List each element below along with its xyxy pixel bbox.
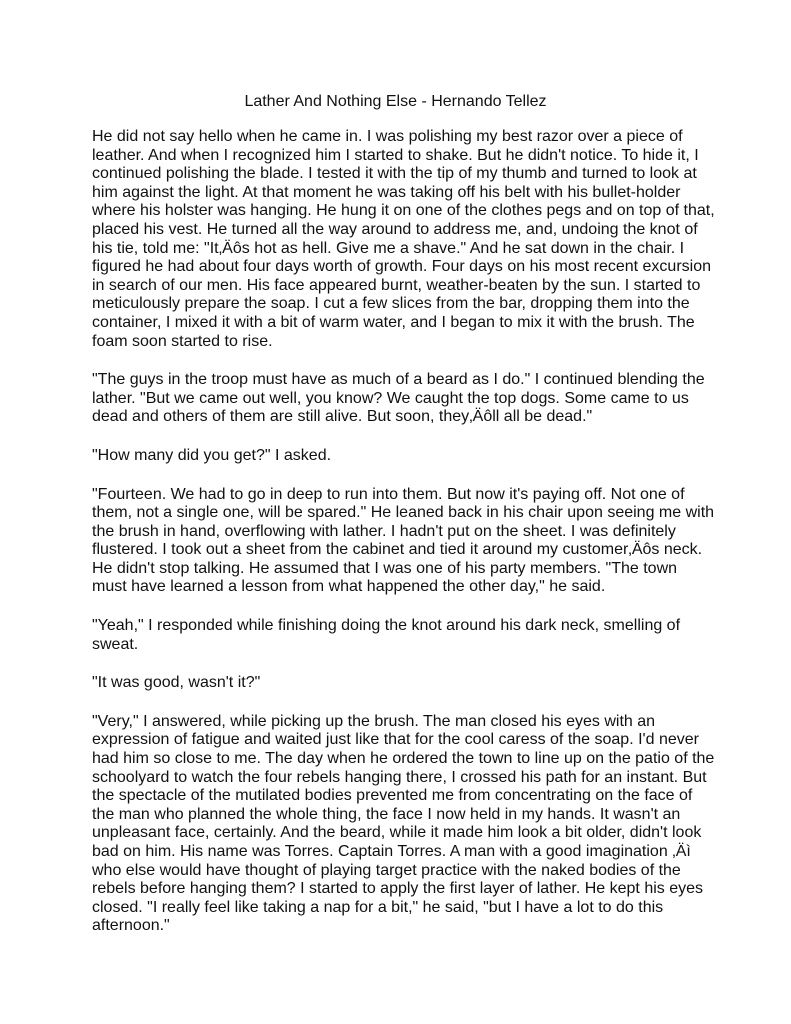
text-line: "The guys in the troop must have as much of a beard as I do." I continued blending the xyxy=(92,371,705,389)
text-line: "It was good, wasn't it?" xyxy=(92,674,261,692)
text-line: foam soon started to rise. xyxy=(92,332,273,350)
paragraph-6 xyxy=(92,674,712,693)
text-line: schoolyard to watch the four rebels hanging there, I crossed his path for an instant. But xyxy=(92,768,707,786)
text-line: leather. And when I recognized him I started to shake. But he didn't notice. To hide it, I xyxy=(92,146,699,164)
text-line: He did not say hello when he came in. I was polishing my best razor over a piece of xyxy=(92,128,683,145)
text-line: unpleasant face, certainly. And the beard, while it made him look a bit older, didn't look xyxy=(92,824,702,842)
text-line: He didn't stop talking. He assumed that I was one of his party members. "The town xyxy=(92,559,678,577)
text-line: figured he had about four days worth of growth. Four days on his most recent excursion xyxy=(92,258,711,276)
text-line: had him so close to me. The day when he ordered the town to line up on the patio of the xyxy=(92,750,715,768)
text-line: dead and others of them are still alive. But soon, they‚Äôll all be dead." xyxy=(92,408,593,426)
paragraph-5 xyxy=(92,617,712,654)
text-line: sweat. xyxy=(92,635,139,653)
text-line: him against the light. At that moment he was taking off his belt with his bullet-holder xyxy=(92,183,681,201)
text-line: closed. "I really feel like taking a nap for a bit," he said, "but I have a lot to do this xyxy=(92,898,664,916)
paragraph-4 xyxy=(92,485,715,598)
text-line: the spectacle of the mutilated bodies prevented me from concentrating on the face of xyxy=(92,787,693,805)
text-line: lather. "But we came out well, you know? We caught the top dogs. Some came to us xyxy=(92,389,689,407)
text-line: container, I mixed it with a bit of warm water, and I began to mix it with the brush. The xyxy=(92,313,695,331)
text-line: where his holster was hanging. He hung it on one of the clothes pegs and on top of that, xyxy=(92,202,715,220)
text-line: "Very," I answered, while picking up the brush. The man closed his eyes with an xyxy=(92,712,656,730)
text-line: the brush in hand, overflowing with lather. I hadn't put on the sheet. I was definitely xyxy=(92,522,676,540)
text-line: in search of our men. His face appeared burnt, weather-beaten by the sun. I started to xyxy=(92,276,701,294)
document-body xyxy=(92,128,715,956)
text-line: must have learned a lesson from what happened the other day," he said. xyxy=(92,578,606,596)
text-line: expression of fatigue and waited just like that for the cool caress of the soap. I'd never xyxy=(92,731,699,749)
text-line: flustered. I took out a sheet from the cabinet and tied it around my customer‚Äôs neck. xyxy=(92,541,703,559)
text-line: the man who planned the whole thing, the face I now held in my hands. It wasn't an xyxy=(92,805,681,823)
text-line: "How many did you get?" I asked. xyxy=(92,446,332,464)
text-line: meticulously prepare the soap. I cut a few slices from the bar, dropping them into the xyxy=(92,295,690,313)
text-line: bad on him. His name was Torres. Captain Torres. A man with a good imagination ‚Äì xyxy=(92,843,691,860)
text-line: afternoon." xyxy=(92,917,170,935)
text-line: them, not a single one, will be spared." He leaned back in his chair upon seeing me with xyxy=(92,504,715,522)
paragraph-3 xyxy=(92,447,712,466)
text-line: continued polishing the blade. I tested it with the tip of my thumb and turned to look at xyxy=(92,165,697,183)
paragraph-7 xyxy=(92,712,715,936)
document-title: Lather And Nothing Else - Hernando Tellez xyxy=(244,93,547,110)
text-line: his tie, told me: "It‚Äôs hot as hell. Give me a shave." And he sat down in the chair. I xyxy=(92,239,685,257)
text-line: "Yeah," I responded while finishing doing the knot around his dark neck, smelling of xyxy=(92,617,681,635)
paragraph-2 xyxy=(92,371,712,427)
text-line: rebels before hanging them? I started to apply the first layer of lather. He kept his eyes xyxy=(92,880,704,898)
text-line: who else would have thought of playing target practice with the naked bodies of the xyxy=(92,861,681,879)
text-line: placed his vest. He turned all the way around to address me, and, undoing the knot of xyxy=(92,220,698,238)
text-line: "Fourteen. We had to go in deep to run into them. But now it's paying off. Not one of xyxy=(92,485,685,503)
paragraph-1 xyxy=(92,128,715,351)
